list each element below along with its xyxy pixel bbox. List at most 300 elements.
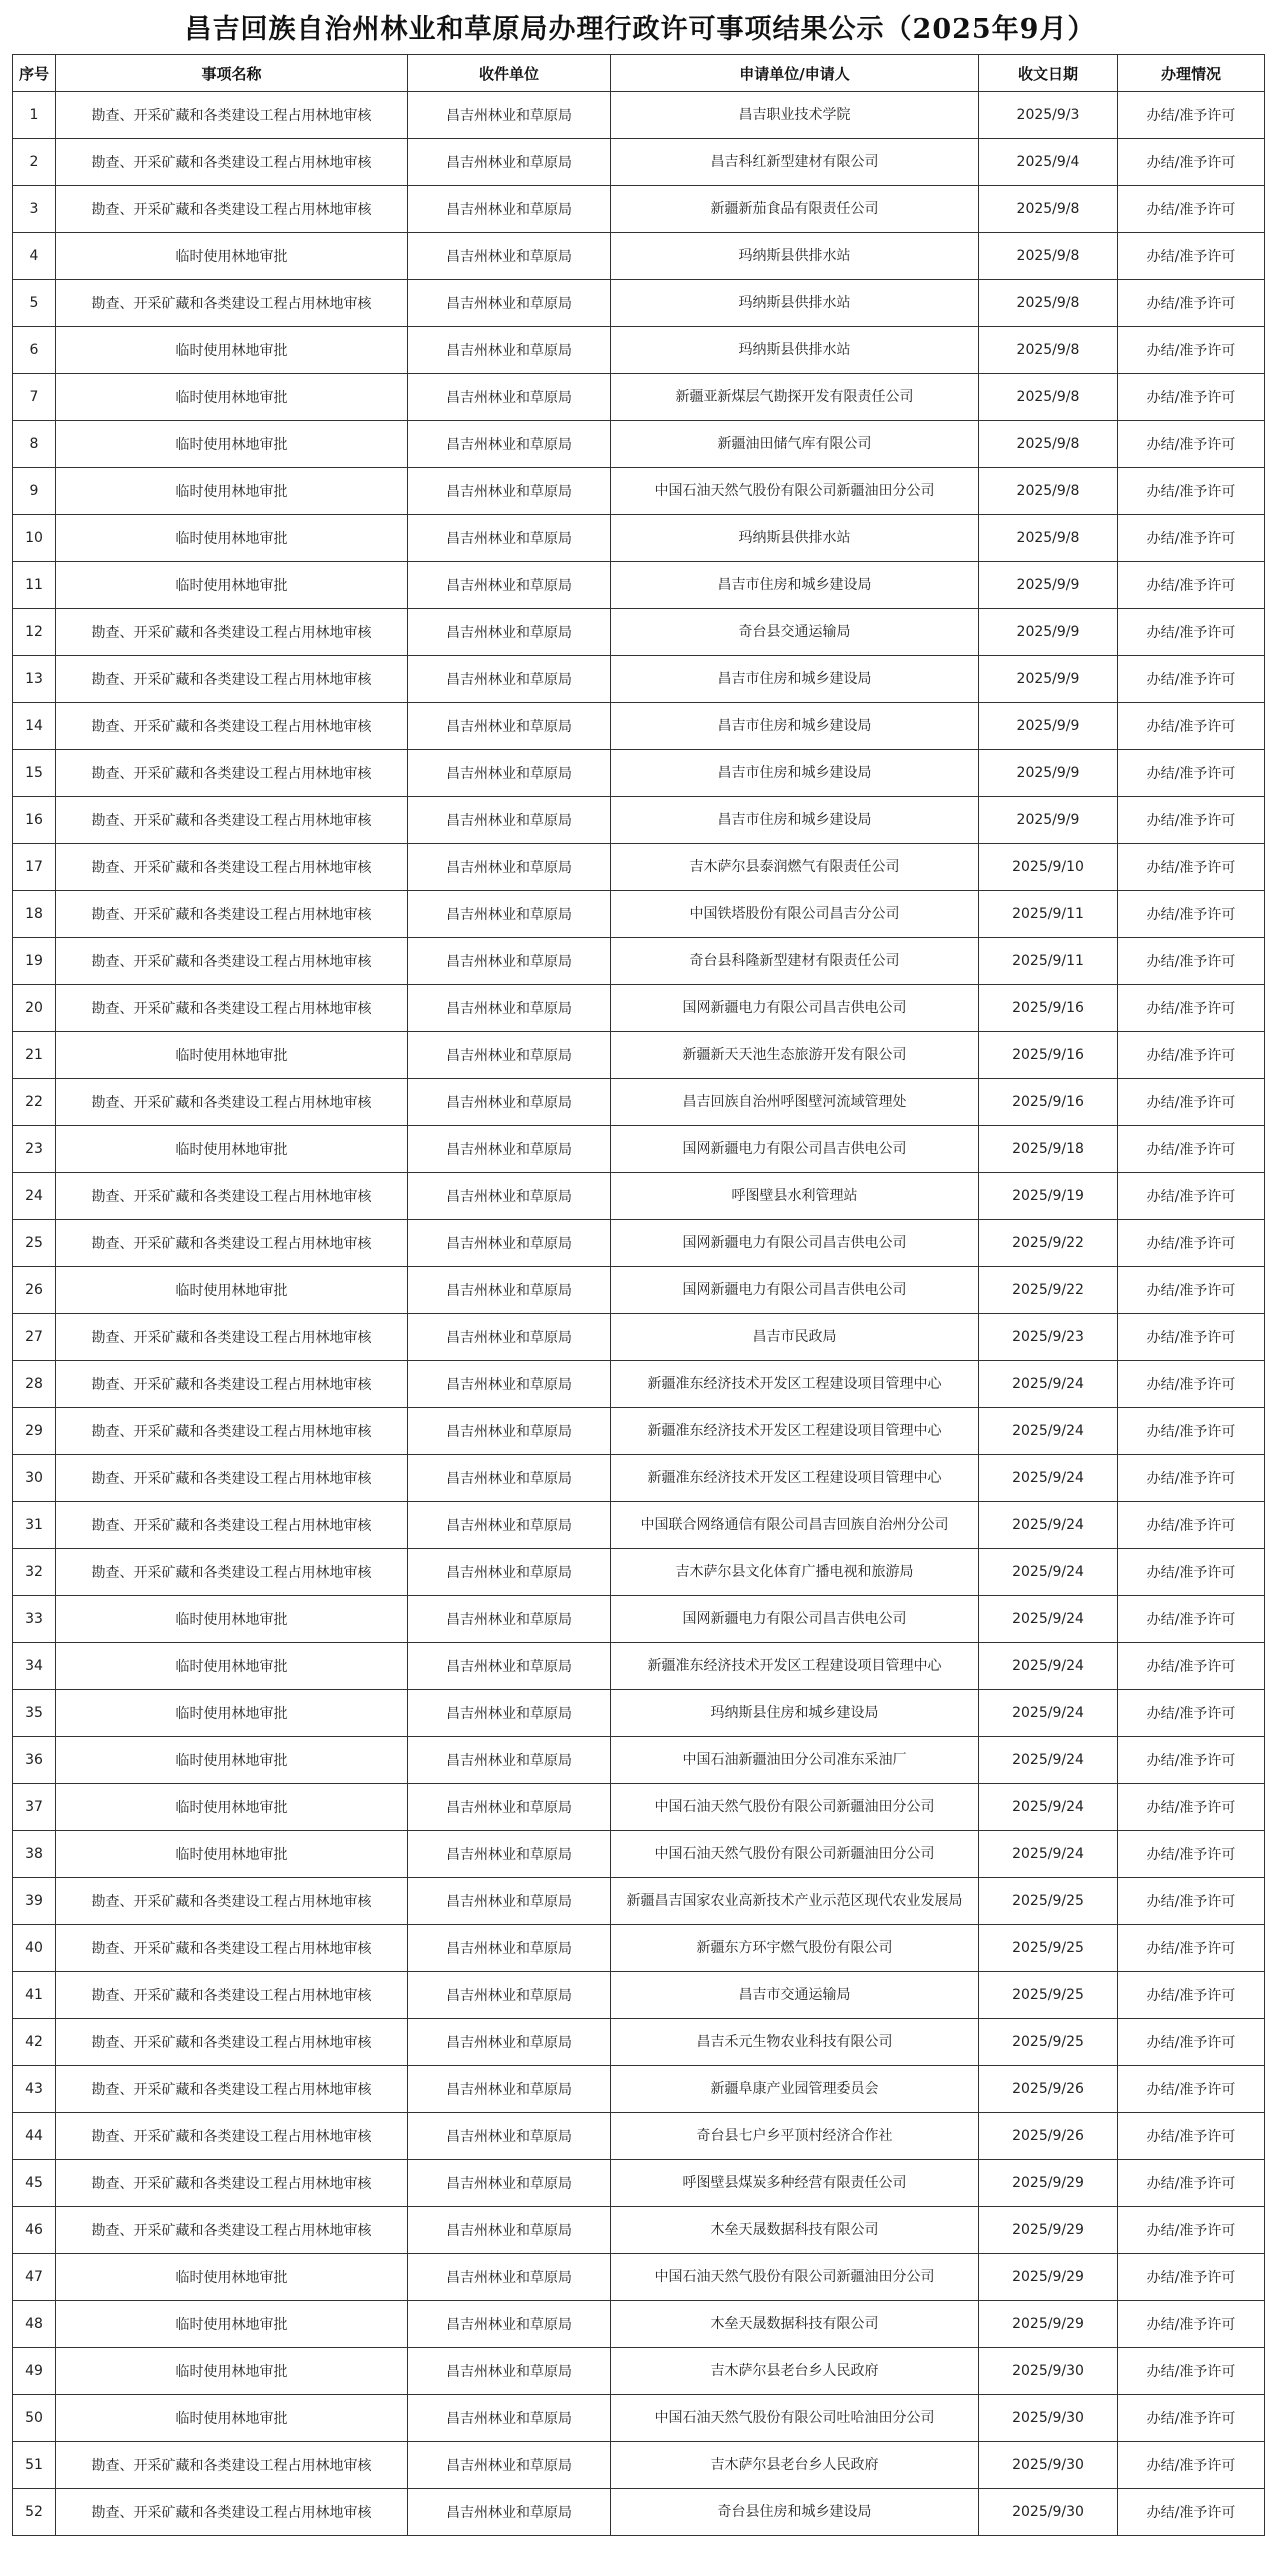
cell-item-name: 勘查、开采矿藏和各类建设工程占用林地审核 (56, 2019, 408, 2066)
cell-receiving-unit: 昌吉州林业和草原局 (408, 1032, 611, 1079)
table-row (13, 2066, 1265, 2113)
table-row (13, 515, 1265, 562)
cell-item-name: 临时使用林地审批 (56, 1690, 408, 1737)
cell-receiving-unit: 昌吉州林业和草原局 (408, 2113, 611, 2160)
cell-serial-number: 40 (13, 1925, 56, 1972)
cell-item-name: 勘查、开采矿藏和各类建设工程占用林地审核 (56, 1502, 408, 1549)
table-row (13, 1596, 1265, 1643)
cell-status: 办结/准予许可 (1118, 186, 1265, 233)
cell-receiving-unit: 昌吉州林业和草原局 (408, 1314, 611, 1361)
cell-status: 办结/准予许可 (1118, 2395, 1265, 2442)
cell-receiving-unit: 昌吉州林业和草原局 (408, 1361, 611, 1408)
cell-item-name: 临时使用林地审批 (56, 2395, 408, 2442)
header-serial-number: 序号 (13, 55, 56, 92)
cell-serial-number: 34 (13, 1643, 56, 1690)
cell-receipt-date: 2025/9/25 (979, 1972, 1118, 2019)
cell-item-name: 勘查、开采矿藏和各类建设工程占用林地审核 (56, 92, 408, 139)
cell-receipt-date: 2025/9/24 (979, 1831, 1118, 1878)
cell-receiving-unit: 昌吉州林业和草原局 (408, 985, 611, 1032)
cell-applicant: 新疆东方环宇燃气股份有限公司 (611, 1925, 979, 1972)
cell-item-name: 临时使用林地审批 (56, 2301, 408, 2348)
cell-receipt-date: 2025/9/23 (979, 1314, 1118, 1361)
cell-applicant: 玛纳斯县住房和城乡建设局 (611, 1690, 979, 1737)
cell-receiving-unit: 昌吉州林业和草原局 (408, 1831, 611, 1878)
cell-serial-number: 33 (13, 1596, 56, 1643)
cell-status: 办结/准予许可 (1118, 1878, 1265, 1925)
table-row (13, 139, 1265, 186)
cell-item-name: 临时使用林地审批 (56, 468, 408, 515)
cell-serial-number: 7 (13, 374, 56, 421)
cell-serial-number: 30 (13, 1455, 56, 1502)
table-row (13, 2395, 1265, 2442)
cell-status: 办结/准予许可 (1118, 1972, 1265, 2019)
cell-serial-number: 5 (13, 280, 56, 327)
cell-applicant: 昌吉回族自治州呼图壁河流域管理处 (611, 1079, 979, 1126)
cell-item-name: 勘查、开采矿藏和各类建设工程占用林地审核 (56, 2113, 408, 2160)
table-row (13, 468, 1265, 515)
cell-item-name: 勘查、开采矿藏和各类建设工程占用林地审核 (56, 891, 408, 938)
cell-item-name: 临时使用林地审批 (56, 515, 408, 562)
cell-receipt-date: 2025/9/24 (979, 1737, 1118, 1784)
cell-receipt-date: 2025/9/29 (979, 2301, 1118, 2348)
cell-receipt-date: 2025/9/24 (979, 1784, 1118, 1831)
table-row (13, 2301, 1265, 2348)
header-row (13, 55, 1265, 92)
cell-status: 办结/准予许可 (1118, 609, 1265, 656)
cell-receipt-date: 2025/9/30 (979, 2348, 1118, 2395)
cell-receiving-unit: 昌吉州林业和草原局 (408, 1455, 611, 1502)
table-row (13, 1267, 1265, 1314)
cell-applicant: 昌吉市住房和城乡建设局 (611, 562, 979, 609)
cell-serial-number: 24 (13, 1173, 56, 1220)
cell-receiving-unit: 昌吉州林业和草原局 (408, 1408, 611, 1455)
cell-status: 办结/准予许可 (1118, 421, 1265, 468)
cell-item-name: 勘查、开采矿藏和各类建设工程占用林地审核 (56, 1220, 408, 1267)
cell-status: 办结/准予许可 (1118, 1314, 1265, 1361)
cell-item-name: 勘查、开采矿藏和各类建设工程占用林地审核 (56, 1079, 408, 1126)
cell-serial-number: 15 (13, 750, 56, 797)
cell-receiving-unit: 昌吉州林业和草原局 (408, 186, 611, 233)
cell-status: 办结/准予许可 (1118, 938, 1265, 985)
cell-item-name: 勘查、开采矿藏和各类建设工程占用林地审核 (56, 985, 408, 1032)
cell-status: 办结/准予许可 (1118, 703, 1265, 750)
cell-applicant: 国网新疆电力有限公司昌吉供电公司 (611, 1126, 979, 1173)
table-row (13, 2019, 1265, 2066)
cell-status: 办结/准予许可 (1118, 2066, 1265, 2113)
cell-receiving-unit: 昌吉州林业和草原局 (408, 1549, 611, 1596)
cell-receipt-date: 2025/9/29 (979, 2160, 1118, 2207)
cell-item-name: 勘查、开采矿藏和各类建设工程占用林地审核 (56, 139, 408, 186)
table-row (13, 374, 1265, 421)
cell-item-name: 临时使用林地审批 (56, 1126, 408, 1173)
cell-receipt-date: 2025/9/29 (979, 2254, 1118, 2301)
cell-serial-number: 41 (13, 1972, 56, 2019)
cell-serial-number: 52 (13, 2489, 56, 2536)
table-row (13, 92, 1265, 139)
cell-serial-number: 28 (13, 1361, 56, 1408)
cell-status: 办结/准予许可 (1118, 1032, 1265, 1079)
cell-applicant: 奇台县住房和城乡建设局 (611, 2489, 979, 2536)
cell-serial-number: 43 (13, 2066, 56, 2113)
cell-serial-number: 3 (13, 186, 56, 233)
cell-receiving-unit: 昌吉州林业和草原局 (408, 1079, 611, 1126)
cell-status: 办结/准予许可 (1118, 468, 1265, 515)
cell-receipt-date: 2025/9/16 (979, 1032, 1118, 1079)
cell-receiving-unit: 昌吉州林业和草原局 (408, 2395, 611, 2442)
cell-receiving-unit: 昌吉州林业和草原局 (408, 1737, 611, 1784)
cell-receipt-date: 2025/9/16 (979, 1079, 1118, 1126)
cell-status: 办结/准予许可 (1118, 2442, 1265, 2489)
cell-receipt-date: 2025/9/24 (979, 1643, 1118, 1690)
cell-status: 办结/准予许可 (1118, 1596, 1265, 1643)
cell-status: 办结/准予许可 (1118, 1455, 1265, 1502)
cell-applicant: 新疆油田储气库有限公司 (611, 421, 979, 468)
cell-receiving-unit: 昌吉州林业和草原局 (408, 139, 611, 186)
cell-status: 办结/准予许可 (1118, 844, 1265, 891)
cell-item-name: 勘查、开采矿藏和各类建设工程占用林地审核 (56, 1455, 408, 1502)
cell-receipt-date: 2025/9/26 (979, 2113, 1118, 2160)
cell-receipt-date: 2025/9/29 (979, 2207, 1118, 2254)
cell-applicant: 昌吉市住房和城乡建设局 (611, 656, 979, 703)
cell-receiving-unit: 昌吉州林业和草原局 (408, 2066, 611, 2113)
cell-receipt-date: 2025/9/30 (979, 2395, 1118, 2442)
cell-item-name: 勘查、开采矿藏和各类建设工程占用林地审核 (56, 938, 408, 985)
cell-serial-number: 50 (13, 2395, 56, 2442)
cell-serial-number: 4 (13, 233, 56, 280)
cell-receiving-unit: 昌吉州林业和草原局 (408, 468, 611, 515)
table-row (13, 2254, 1265, 2301)
cell-item-name: 临时使用林地审批 (56, 1831, 408, 1878)
cell-receipt-date: 2025/9/11 (979, 938, 1118, 985)
table-row (13, 985, 1265, 1032)
table-row (13, 2442, 1265, 2489)
cell-status: 办结/准予许可 (1118, 233, 1265, 280)
cell-status: 办结/准予许可 (1118, 1784, 1265, 1831)
table-row (13, 656, 1265, 703)
cell-receipt-date: 2025/9/30 (979, 2442, 1118, 2489)
cell-receiving-unit: 昌吉州林业和草原局 (408, 2442, 611, 2489)
cell-receipt-date: 2025/9/8 (979, 186, 1118, 233)
table-row (13, 750, 1265, 797)
cell-receipt-date: 2025/9/18 (979, 1126, 1118, 1173)
cell-receiving-unit: 昌吉州林业和草原局 (408, 1690, 611, 1737)
cell-status: 办结/准予许可 (1118, 139, 1265, 186)
table-row (13, 1455, 1265, 1502)
cell-item-name: 勘查、开采矿藏和各类建设工程占用林地审核 (56, 280, 408, 327)
cell-status: 办结/准予许可 (1118, 1737, 1265, 1784)
table-row (13, 1972, 1265, 2019)
table-row (13, 1643, 1265, 1690)
cell-serial-number: 38 (13, 1831, 56, 1878)
cell-receipt-date: 2025/9/24 (979, 1549, 1118, 1596)
cell-applicant: 新疆准东经济技术开发区工程建设项目管理中心 (611, 1455, 979, 1502)
cell-status: 办结/准予许可 (1118, 1267, 1265, 1314)
cell-status: 办结/准予许可 (1118, 1220, 1265, 1267)
table-row (13, 609, 1265, 656)
table-row (13, 2489, 1265, 2536)
cell-item-name: 勘查、开采矿藏和各类建设工程占用林地审核 (56, 750, 408, 797)
table-row (13, 2160, 1265, 2207)
cell-receipt-date: 2025/9/25 (979, 2019, 1118, 2066)
cell-status: 办结/准予许可 (1118, 750, 1265, 797)
cell-receipt-date: 2025/9/24 (979, 1502, 1118, 1549)
table-row (13, 938, 1265, 985)
header-receipt-date: 收文日期 (979, 55, 1118, 92)
cell-serial-number: 16 (13, 797, 56, 844)
cell-receipt-date: 2025/9/8 (979, 233, 1118, 280)
cell-receiving-unit: 昌吉州林业和草原局 (408, 1173, 611, 1220)
cell-applicant: 中国联合网络通信有限公司昌吉回族自治州分公司 (611, 1502, 979, 1549)
cell-item-name: 临时使用林地审批 (56, 1032, 408, 1079)
cell-receiving-unit: 昌吉州林业和草原局 (408, 1643, 611, 1690)
cell-serial-number: 23 (13, 1126, 56, 1173)
cell-receiving-unit: 昌吉州林业和草原局 (408, 1126, 611, 1173)
cell-item-name: 临时使用林地审批 (56, 421, 408, 468)
cell-receiving-unit: 昌吉州林业和草原局 (408, 656, 611, 703)
header-receiving-unit: 收件单位 (408, 55, 611, 92)
cell-receiving-unit: 昌吉州林业和草原局 (408, 233, 611, 280)
cell-receiving-unit: 昌吉州林业和草原局 (408, 280, 611, 327)
cell-status: 办结/准予许可 (1118, 92, 1265, 139)
cell-status: 办结/准予许可 (1118, 985, 1265, 1032)
cell-applicant: 昌吉市住房和城乡建设局 (611, 797, 979, 844)
cell-receipt-date: 2025/9/11 (979, 891, 1118, 938)
cell-item-name: 临时使用林地审批 (56, 562, 408, 609)
cell-applicant: 中国石油天然气股份有限公司吐哈油田分公司 (611, 2395, 979, 2442)
cell-status: 办结/准予许可 (1118, 515, 1265, 562)
cell-applicant: 新疆准东经济技术开发区工程建设项目管理中心 (611, 1643, 979, 1690)
cell-receiving-unit: 昌吉州林业和草原局 (408, 1878, 611, 1925)
table-row (13, 844, 1265, 891)
cell-serial-number: 2 (13, 139, 56, 186)
cell-applicant: 新疆新茄食品有限责任公司 (611, 186, 979, 233)
cell-status: 办结/准予许可 (1118, 797, 1265, 844)
cell-status: 办结/准予许可 (1118, 1925, 1265, 1972)
cell-receipt-date: 2025/9/4 (979, 139, 1118, 186)
cell-receiving-unit: 昌吉州林业和草原局 (408, 891, 611, 938)
cell-item-name: 勘查、开采矿藏和各类建设工程占用林地审核 (56, 656, 408, 703)
cell-applicant: 奇台县交通运输局 (611, 609, 979, 656)
cell-item-name: 临时使用林地审批 (56, 233, 408, 280)
cell-applicant: 昌吉市交通运输局 (611, 1972, 979, 2019)
cell-applicant: 吉木萨尔县老台乡人民政府 (611, 2442, 979, 2489)
cell-item-name: 勘查、开采矿藏和各类建设工程占用林地审核 (56, 1549, 408, 1596)
cell-applicant: 木垒天晟数据科技有限公司 (611, 2207, 979, 2254)
cell-item-name: 勘查、开采矿藏和各类建设工程占用林地审核 (56, 1173, 408, 1220)
table-row (13, 1408, 1265, 1455)
cell-receipt-date: 2025/9/8 (979, 468, 1118, 515)
cell-receiving-unit: 昌吉州林业和草原局 (408, 703, 611, 750)
cell-item-name: 勘查、开采矿藏和各类建设工程占用林地审核 (56, 1878, 408, 1925)
cell-item-name: 勘查、开采矿藏和各类建设工程占用林地审核 (56, 2442, 408, 2489)
cell-applicant: 中国石油新疆油田分公司准东采油厂 (611, 1737, 979, 1784)
cell-serial-number: 29 (13, 1408, 56, 1455)
cell-receiving-unit: 昌吉州林业和草原局 (408, 2489, 611, 2536)
cell-serial-number: 27 (13, 1314, 56, 1361)
cell-receipt-date: 2025/9/22 (979, 1267, 1118, 1314)
cell-status: 办结/准予许可 (1118, 1408, 1265, 1455)
cell-serial-number: 21 (13, 1032, 56, 1079)
cell-status: 办结/准予许可 (1118, 891, 1265, 938)
cell-receiving-unit: 昌吉州林业和草原局 (408, 421, 611, 468)
cell-receipt-date: 2025/9/9 (979, 656, 1118, 703)
cell-receipt-date: 2025/9/24 (979, 1596, 1118, 1643)
cell-applicant: 新疆准东经济技术开发区工程建设项目管理中心 (611, 1361, 979, 1408)
cell-applicant: 玛纳斯县供排水站 (611, 327, 979, 374)
cell-status: 办结/准予许可 (1118, 280, 1265, 327)
cell-applicant: 昌吉市住房和城乡建设局 (611, 750, 979, 797)
cell-applicant: 中国铁塔股份有限公司昌吉分公司 (611, 891, 979, 938)
cell-serial-number: 37 (13, 1784, 56, 1831)
table-row (13, 2348, 1265, 2395)
cell-applicant: 吉木萨尔县老台乡人民政府 (611, 2348, 979, 2395)
table-row (13, 1502, 1265, 1549)
cell-applicant: 奇台县七户乡平顶村经济合作社 (611, 2113, 979, 2160)
cell-serial-number: 10 (13, 515, 56, 562)
header-applicant: 申请单位/申请人 (611, 55, 979, 92)
header-status: 办理情况 (1118, 55, 1265, 92)
cell-receipt-date: 2025/9/3 (979, 92, 1118, 139)
cell-receipt-date: 2025/9/24 (979, 1455, 1118, 1502)
cell-receipt-date: 2025/9/25 (979, 1878, 1118, 1925)
cell-receipt-date: 2025/9/24 (979, 1361, 1118, 1408)
table-row (13, 2207, 1265, 2254)
cell-receiving-unit: 昌吉州林业和草原局 (408, 2301, 611, 2348)
cell-status: 办结/准予许可 (1118, 2301, 1265, 2348)
cell-serial-number: 19 (13, 938, 56, 985)
cell-serial-number: 25 (13, 1220, 56, 1267)
cell-applicant: 玛纳斯县供排水站 (611, 280, 979, 327)
cell-applicant: 中国石油天然气股份有限公司新疆油田分公司 (611, 1831, 979, 1878)
cell-item-name: 临时使用林地审批 (56, 327, 408, 374)
cell-serial-number: 11 (13, 562, 56, 609)
cell-receipt-date: 2025/9/8 (979, 515, 1118, 562)
table-row (13, 1173, 1265, 1220)
cell-item-name: 临时使用林地审批 (56, 1643, 408, 1690)
cell-serial-number: 18 (13, 891, 56, 938)
cell-status: 办结/准予许可 (1118, 1361, 1265, 1408)
table-row (13, 1220, 1265, 1267)
cell-receipt-date: 2025/9/9 (979, 750, 1118, 797)
cell-applicant: 昌吉市住房和城乡建设局 (611, 703, 979, 750)
cell-receiving-unit: 昌吉州林业和草原局 (408, 1925, 611, 1972)
cell-applicant: 新疆准东经济技术开发区工程建设项目管理中心 (611, 1408, 979, 1455)
table-row (13, 1831, 1265, 1878)
cell-serial-number: 9 (13, 468, 56, 515)
cell-item-name: 临时使用林地审批 (56, 2348, 408, 2395)
cell-applicant: 昌吉禾元生物农业科技有限公司 (611, 2019, 979, 2066)
cell-item-name: 勘查、开采矿藏和各类建设工程占用林地审核 (56, 844, 408, 891)
cell-receiving-unit: 昌吉州林业和草原局 (408, 327, 611, 374)
cell-applicant: 奇台县科隆新型建材有限责任公司 (611, 938, 979, 985)
cell-serial-number: 17 (13, 844, 56, 891)
permit-results-table (12, 54, 1265, 2536)
cell-serial-number: 1 (13, 92, 56, 139)
cell-receipt-date: 2025/9/10 (979, 844, 1118, 891)
table-row (13, 1925, 1265, 1972)
cell-serial-number: 45 (13, 2160, 56, 2207)
cell-item-name: 临时使用林地审批 (56, 1267, 408, 1314)
cell-serial-number: 51 (13, 2442, 56, 2489)
cell-item-name: 临时使用林地审批 (56, 1596, 408, 1643)
cell-receipt-date: 2025/9/8 (979, 421, 1118, 468)
cell-receipt-date: 2025/9/9 (979, 609, 1118, 656)
table-row (13, 280, 1265, 327)
cell-applicant: 玛纳斯县供排水站 (611, 233, 979, 280)
cell-applicant: 昌吉市民政局 (611, 1314, 979, 1361)
cell-status: 办结/准予许可 (1118, 1831, 1265, 1878)
cell-receipt-date: 2025/9/24 (979, 1408, 1118, 1455)
table-row (13, 186, 1265, 233)
cell-receiving-unit: 昌吉州林业和草原局 (408, 1784, 611, 1831)
cell-receipt-date: 2025/9/8 (979, 374, 1118, 421)
cell-serial-number: 44 (13, 2113, 56, 2160)
cell-applicant: 呼图壁县水利管理站 (611, 1173, 979, 1220)
cell-receiving-unit: 昌吉州林业和草原局 (408, 1502, 611, 1549)
cell-applicant: 国网新疆电力有限公司昌吉供电公司 (611, 1220, 979, 1267)
cell-applicant: 国网新疆电力有限公司昌吉供电公司 (611, 985, 979, 1032)
cell-status: 办结/准予许可 (1118, 2254, 1265, 2301)
header-item-name: 事项名称 (56, 55, 408, 92)
table-row (13, 2113, 1265, 2160)
cell-status: 办结/准予许可 (1118, 2113, 1265, 2160)
table-body (13, 92, 1265, 2536)
cell-status: 办结/准予许可 (1118, 2348, 1265, 2395)
cell-serial-number: 14 (13, 703, 56, 750)
cell-item-name: 勘查、开采矿藏和各类建设工程占用林地审核 (56, 1972, 408, 2019)
cell-applicant: 中国石油天然气股份有限公司新疆油田分公司 (611, 468, 979, 515)
cell-receipt-date: 2025/9/19 (979, 1173, 1118, 1220)
table-row (13, 1878, 1265, 1925)
cell-applicant: 新疆昌吉国家农业高新技术产业示范区现代农业发展局 (611, 1878, 979, 1925)
cell-status: 办结/准予许可 (1118, 1173, 1265, 1220)
table-row (13, 1549, 1265, 1596)
cell-item-name: 勘查、开采矿藏和各类建设工程占用林地审核 (56, 2489, 408, 2536)
cell-receipt-date: 2025/9/8 (979, 280, 1118, 327)
cell-receipt-date: 2025/9/8 (979, 327, 1118, 374)
cell-applicant: 新疆阜康产业园管理委员会 (611, 2066, 979, 2113)
table-row (13, 1737, 1265, 1784)
cell-applicant: 木垒天晟数据科技有限公司 (611, 2301, 979, 2348)
cell-item-name: 勘查、开采矿藏和各类建设工程占用林地审核 (56, 2207, 408, 2254)
table-row (13, 562, 1265, 609)
cell-receiving-unit: 昌吉州林业和草原局 (408, 1267, 611, 1314)
cell-receiving-unit: 昌吉州林业和草原局 (408, 844, 611, 891)
cell-item-name: 勘查、开采矿藏和各类建设工程占用林地审核 (56, 703, 408, 750)
cell-receipt-date: 2025/9/22 (979, 1220, 1118, 1267)
cell-serial-number: 20 (13, 985, 56, 1032)
cell-receiving-unit: 昌吉州林业和草原局 (408, 2207, 611, 2254)
table-row (13, 797, 1265, 844)
cell-status: 办结/准予许可 (1118, 2160, 1265, 2207)
cell-receiving-unit: 昌吉州林业和草原局 (408, 797, 611, 844)
cell-receipt-date: 2025/9/9 (979, 562, 1118, 609)
cell-status: 办结/准予许可 (1118, 2207, 1265, 2254)
cell-item-name: 临时使用林地审批 (56, 2254, 408, 2301)
cell-status: 办结/准予许可 (1118, 2019, 1265, 2066)
cell-serial-number: 32 (13, 1549, 56, 1596)
table-row (13, 327, 1265, 374)
table-row (13, 1079, 1265, 1126)
cell-applicant: 昌吉科红新型建材有限公司 (611, 139, 979, 186)
cell-item-name: 勘查、开采矿藏和各类建设工程占用林地审核 (56, 2160, 408, 2207)
cell-serial-number: 42 (13, 2019, 56, 2066)
cell-serial-number: 13 (13, 656, 56, 703)
cell-status: 办结/准予许可 (1118, 2489, 1265, 2536)
cell-applicant: 呼图壁县煤炭多种经营有限责任公司 (611, 2160, 979, 2207)
cell-status: 办结/准予许可 (1118, 1502, 1265, 1549)
cell-serial-number: 47 (13, 2254, 56, 2301)
